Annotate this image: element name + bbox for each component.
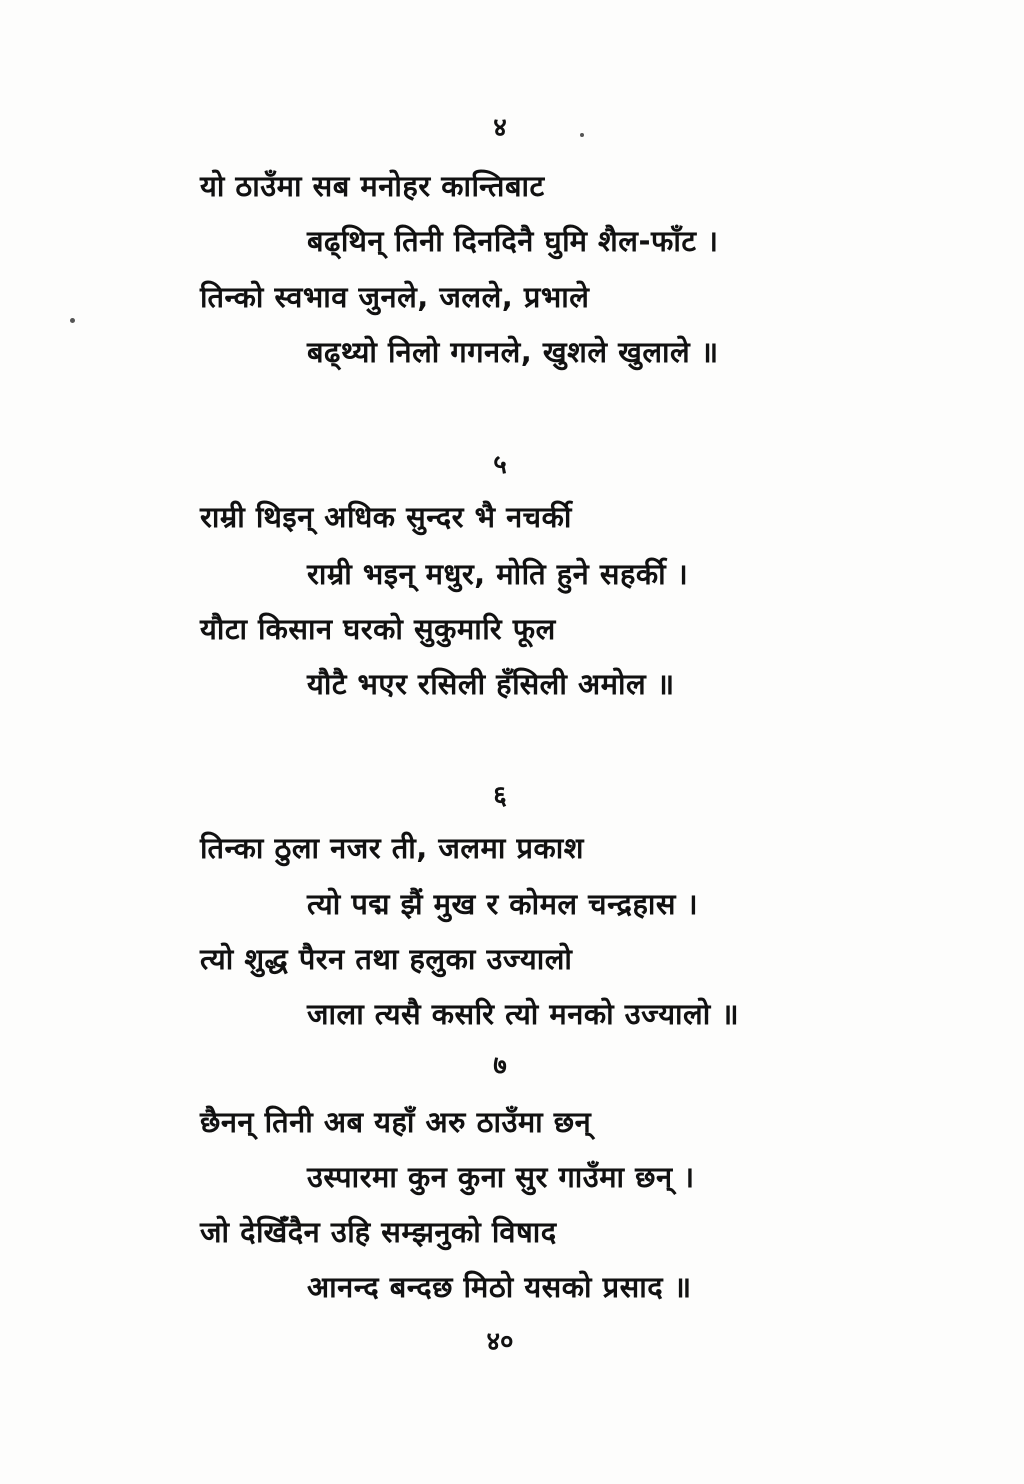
verse-line: उस्पारमा कुन कुना सुर गाउँमा छन् । bbox=[307, 1160, 695, 1194]
verse-line: त्यो पद्म झैं मुख र कोमल चन्द्रहास । bbox=[307, 887, 699, 921]
verse-line: यौटै भएर रसिली हँसिली अमोल ॥ bbox=[307, 667, 675, 701]
verse-line: छैनन् तिनी अब यहाँ अरु ठाउँमा छन् bbox=[200, 1105, 592, 1139]
verse-line: राम्री थिइन् अधिक सुन्दर भै नचर्की bbox=[200, 500, 572, 534]
verse-line: त्यो शुद्ध पैरन तथा हलुका उज्यालो bbox=[200, 942, 573, 976]
stanza-number: ४ bbox=[493, 113, 507, 143]
verse-line: जो देखिँदैन उहि सम्झनुको विषाद bbox=[200, 1215, 557, 1249]
speck-mark bbox=[70, 318, 75, 323]
verse-line: जाला त्यसै कसरि त्यो मनको उज्यालो ॥ bbox=[307, 997, 740, 1031]
verse-line: आनन्द बन्दछ मिठो यसको प्रसाद ॥ bbox=[307, 1270, 692, 1304]
verse-line: बढ्थिन् तिनी दिनदिनै घुमि शैल-फाँट । bbox=[307, 224, 719, 258]
verse-line: यौटा किसान घरको सुकुमारि फूल bbox=[200, 612, 556, 646]
verse-line: यो ठाउँमा सब मनोहर कान्तिबाट bbox=[200, 169, 545, 203]
verse-line: राम्री भइन् मधुर, मोति हुने सहर्की । bbox=[307, 557, 689, 591]
verse-line: तिन्का ठुला नजर ती, जलमा प्रकाश bbox=[200, 831, 584, 865]
stanza-number: ७ bbox=[493, 1051, 507, 1081]
stanza-number: ५ bbox=[493, 450, 507, 480]
page-number: ४० bbox=[486, 1327, 514, 1357]
verse-line: तिन्को स्वभाव जुनले, जलले, प्रभाले bbox=[200, 280, 590, 314]
verse-line: बढ्थ्यो निलो गगनले, खुशले खुलाले ॥ bbox=[307, 335, 719, 369]
stanza-number: ६ bbox=[493, 781, 507, 811]
